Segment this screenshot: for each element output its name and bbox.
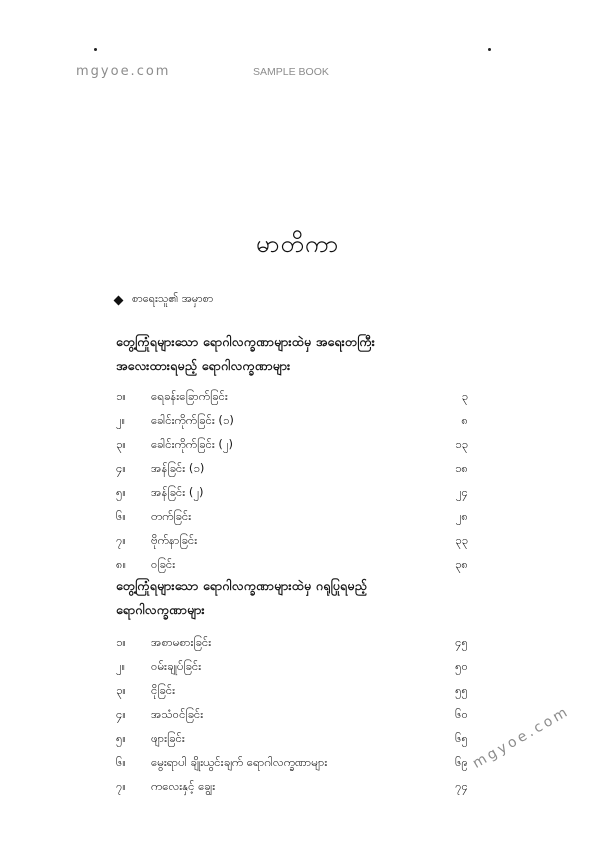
entry-page: ၄၅: [455, 635, 468, 649]
section2-heading-line2: ရောဂါလက္ခဏာများ: [116, 602, 205, 617]
entry-label: ခေါင်းကိုက်ခြင်း (၂): [151, 437, 234, 451]
entry-label: ရေခန်းခြောက်ခြင်း: [151, 389, 228, 403]
entry-number: ၅။: [116, 731, 126, 745]
entry-page: ၆၉: [455, 755, 468, 769]
toc-entry[interactable]: [116, 630, 468, 654]
watermark-top: mgyoe.com: [76, 64, 171, 79]
entry-number: ၆။: [116, 509, 126, 523]
entry-label: အစာမစားခြင်း: [151, 635, 212, 649]
entry-label: ဝမ်းချုပ်ခြင်း: [151, 659, 202, 673]
entry-page: ၅၀: [455, 659, 468, 673]
entry-label: တက်ခြင်း: [151, 509, 192, 523]
entry-number: ၂။: [116, 659, 126, 673]
toc-entry[interactable]: [116, 456, 468, 480]
toc-entry[interactable]: [116, 774, 468, 798]
section2-heading: [116, 574, 456, 622]
section1-heading: [116, 330, 456, 378]
toc-entry[interactable]: [116, 552, 468, 576]
entry-number: ၄။: [116, 707, 126, 721]
toc-entry[interactable]: [116, 528, 468, 552]
page-title: မာတိကာ: [255, 230, 340, 258]
corner-dot-right: [488, 48, 491, 51]
entry-number: ၃။: [116, 437, 126, 451]
corner-dot-left: [94, 48, 97, 51]
entry-page: ၂၈: [455, 509, 468, 523]
entry-label: ဗိုက်နာခြင်း: [151, 533, 198, 547]
entry-label: ခေါင်းကိုက်ခြင်း (၁): [151, 413, 234, 427]
entry-label: ဝခြင်း: [151, 557, 176, 571]
section1-list: [116, 384, 468, 576]
entry-page: ၇၄: [455, 779, 468, 793]
toc-entry[interactable]: [116, 702, 468, 726]
entry-number: ၁။: [116, 635, 126, 649]
entry-number: ၂။: [116, 413, 126, 427]
entry-number: ၇။: [116, 779, 126, 793]
entry-page: ၃၈: [454, 557, 468, 571]
entry-page: ၈: [461, 413, 468, 427]
section1-heading-line2: အလေးထားရမည့် ရောဂါလက္ခဏာများ: [116, 358, 291, 373]
entry-label: ကလေးနှင့် ချွေး: [151, 779, 216, 793]
toc-entry[interactable]: [116, 408, 468, 432]
entry-number: ၁။: [116, 389, 126, 403]
toc-entry[interactable]: [116, 504, 468, 528]
toc-entry[interactable]: [116, 750, 468, 774]
entry-label: အန်ခြင်း (၂): [151, 485, 204, 499]
section2-heading-line1: တွေ့ကြုံရများသော ရောဂါလက္ခဏာများထဲမှ ဂရုပြုရမည့်: [116, 578, 368, 593]
section1-heading-line1: တွေ့ကြုံရများသော ရောဂါလက္ခဏာများထဲမှ အရေးတကြီး: [116, 334, 375, 349]
entry-number: ၆။: [116, 755, 126, 769]
section2-list: [116, 630, 468, 798]
entry-number: ၃။: [116, 683, 126, 697]
entry-number: ၅။: [116, 485, 126, 499]
entry-number: ၈။: [116, 557, 127, 571]
toc-entry[interactable]: [116, 480, 468, 504]
entry-page: ၆၅: [455, 731, 468, 745]
toc-entry[interactable]: [116, 678, 468, 702]
entry-label: အသံဝင်ခြင်း: [151, 707, 204, 721]
toc-entry[interactable]: [116, 726, 468, 750]
entry-label: မွေးရာပါ ချိုးယွင်းချက် ရောဂါလက္ခဏာများ: [151, 755, 328, 769]
entry-number: ၇။: [116, 533, 126, 547]
toc-entry[interactable]: [116, 654, 468, 678]
watermark-bottom: mgyoe.com: [470, 703, 573, 772]
entry-page: ၁၃: [455, 437, 468, 451]
diamond-bullet-icon: [114, 295, 124, 305]
entry-page: ၃: [461, 389, 468, 403]
entry-page: ၃၃: [455, 533, 468, 547]
preface-entry[interactable]: [115, 292, 213, 308]
toc-entry[interactable]: [116, 384, 468, 408]
entry-page: ၂၄: [455, 485, 468, 499]
entry-number: ၄။: [116, 461, 126, 475]
entry-label: အန်ခြင်း (၁): [151, 461, 205, 475]
entry-page: ၅၅: [455, 683, 468, 697]
entry-label: ငိုခြင်း: [151, 683, 176, 697]
preface-label: စာရေးသူ၏ အမှာစာ: [132, 292, 214, 305]
sample-book-label: SAMPLE BOOK: [253, 66, 329, 78]
entry-page: ၆၀: [455, 707, 468, 721]
entry-label: ဖျားခြင်း: [151, 731, 185, 745]
entry-page: ၁၈: [454, 461, 468, 475]
toc-entry[interactable]: [116, 432, 468, 456]
